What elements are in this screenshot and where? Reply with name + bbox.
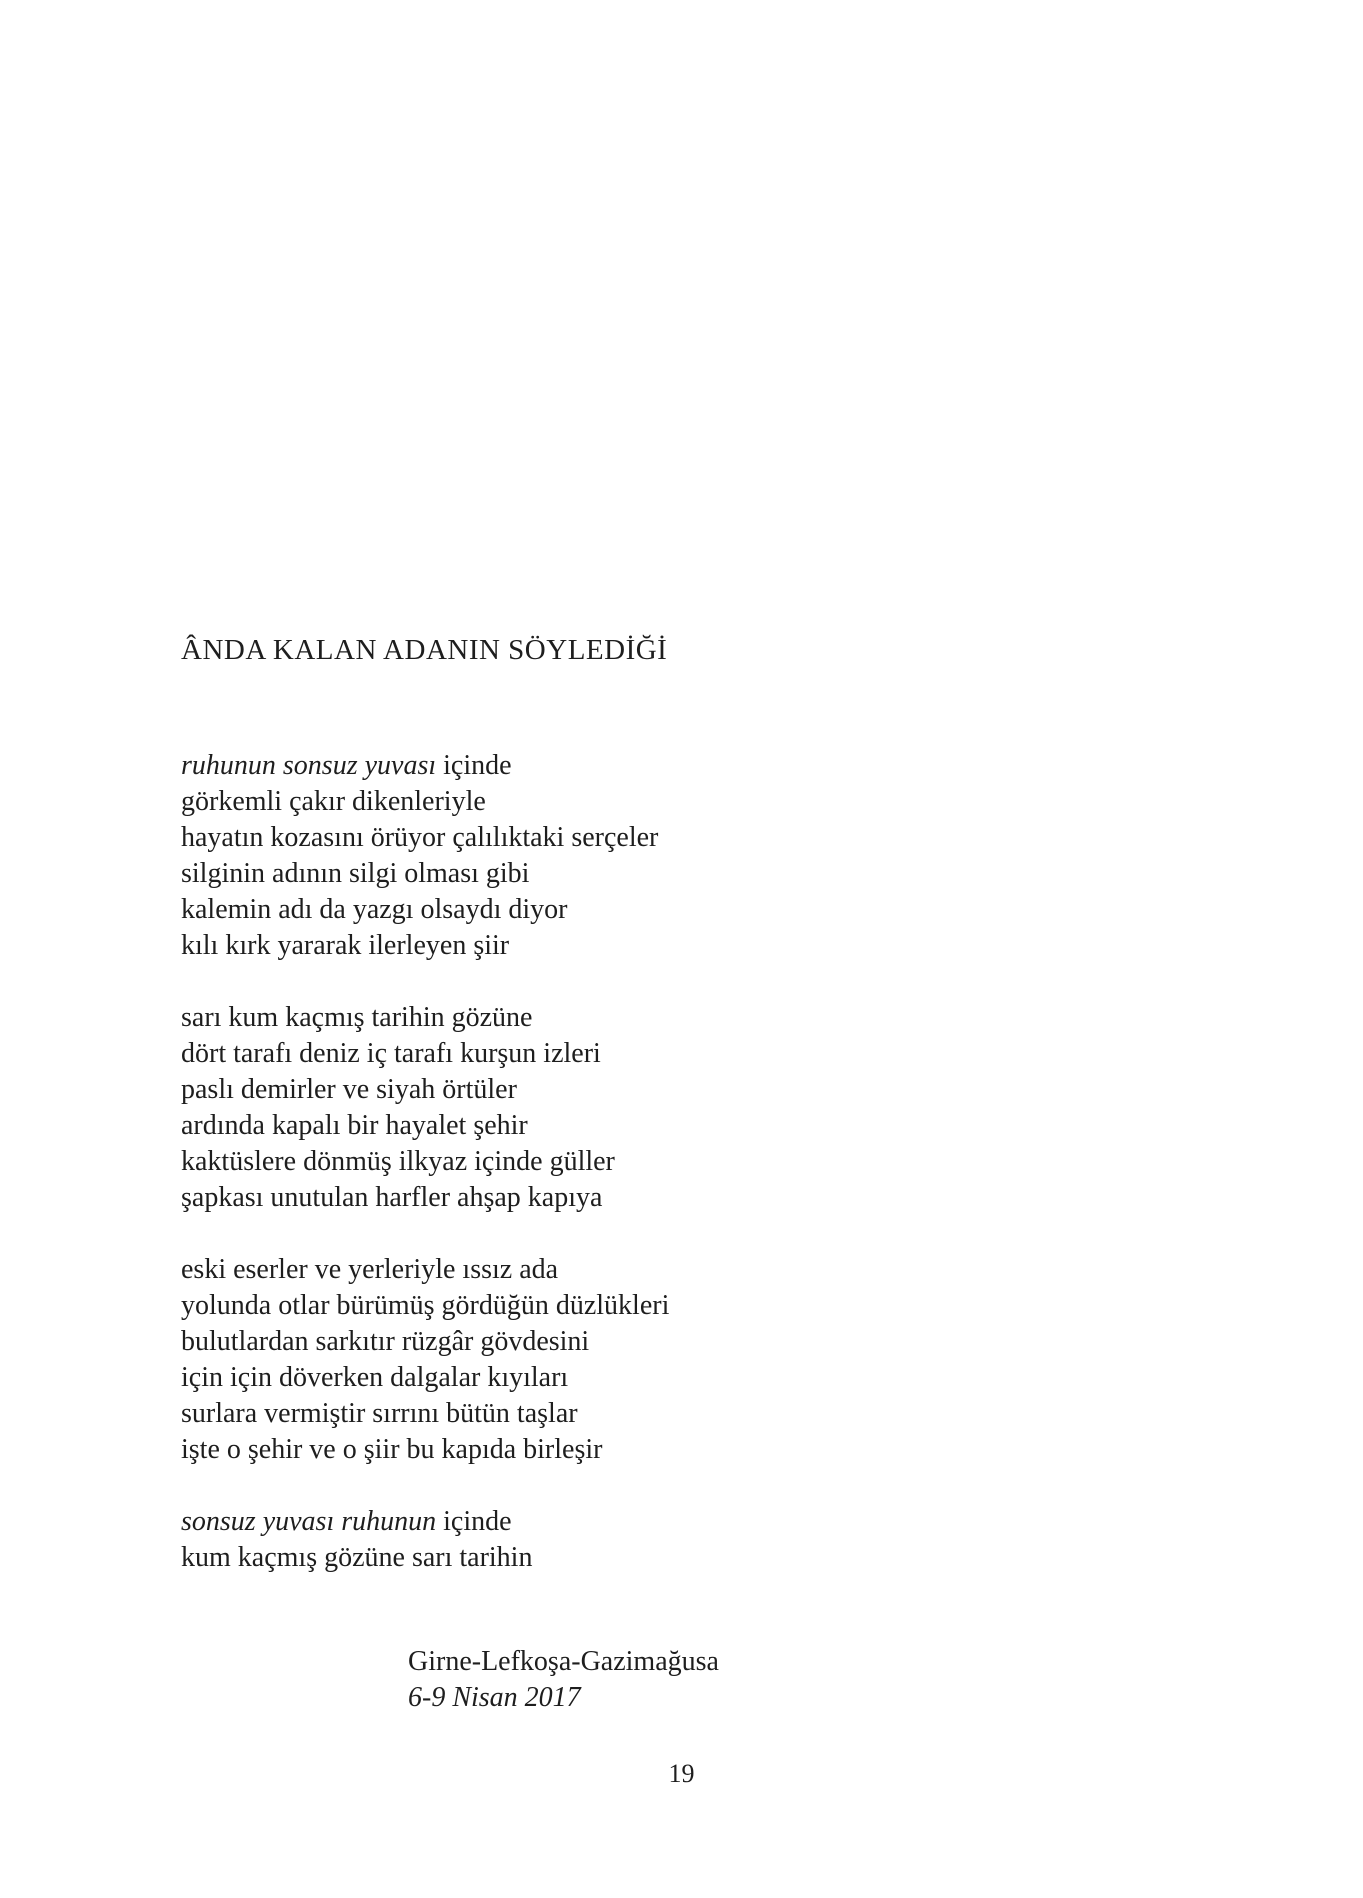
poem-line: sarı kum kaçmış tarihin gözüne: [181, 1002, 533, 1033]
poem-line: kum kaçmış gözüne sarı tarihin: [181, 1542, 533, 1573]
poem-line: ardında kapalı bir hayalet şehir: [181, 1110, 528, 1141]
poem-signature: [408, 1644, 719, 1716]
poem-line: bulutlardan sarkıtır rüzgâr gövdesini: [181, 1326, 590, 1357]
poem-body: [181, 748, 669, 1612]
stanza-3: [181, 1252, 669, 1468]
signature-places: Girne-Lefkoşa-Gazimağusa: [408, 1646, 719, 1677]
poem-line-italic: sonsuz yuvası ruhunun: [181, 1506, 437, 1537]
poem-title: ÂNDA KALAN ADANIN SÖYLEDİĞİ: [181, 634, 668, 666]
poem-line: kalemin adı da yazgı olsaydı diyor: [181, 894, 568, 925]
poem-line: işte o şehir ve o şiir bu kapıda birleşir: [181, 1434, 603, 1465]
poem-line-text: içinde: [436, 1506, 512, 1537]
signature-date: 6-9 Nisan 2017: [408, 1682, 581, 1713]
poem-line-text: içinde: [436, 750, 512, 781]
stanza-2: [181, 1000, 669, 1216]
poem-line: için için döverken dalgalar kıyıları: [181, 1362, 569, 1393]
poem-line: eski eserler ve yerleriyle ıssız ada: [181, 1254, 559, 1285]
poem-line: paslı demirler ve siyah örtüler: [181, 1074, 517, 1105]
poem-line: [181, 1504, 669, 1540]
poem-line: kaktüslere dönmüş ilkyaz içinde güller: [181, 1146, 615, 1177]
stanza-1: [181, 748, 669, 964]
poem-line: kılı kırk yararak ilerleyen şiir: [181, 930, 510, 961]
poem-line-italic: ruhunun sonsuz yuvası: [181, 750, 437, 781]
poem-line: hayatın kozasını örüyor çalılıktaki serçeler: [181, 822, 659, 853]
poem-line: görkemli çakır dikenleriyle: [181, 786, 486, 817]
stanza-4: [181, 1504, 669, 1576]
poem-line: silginin adının silgi olması gibi: [181, 858, 530, 889]
poem-line: yolunda otlar bürümüş gördüğün düzlükleri: [181, 1290, 670, 1321]
page-number: 19: [668, 1759, 695, 1788]
poem-line: dört tarafı deniz iç tarafı kurşun izleri: [181, 1038, 601, 1069]
poem-line: şapkası unutulan harfler ahşap kapıya: [181, 1182, 603, 1213]
poem-line: surlara vermiştir sırrını bütün taşlar: [181, 1398, 578, 1429]
poem-line: [181, 748, 669, 784]
